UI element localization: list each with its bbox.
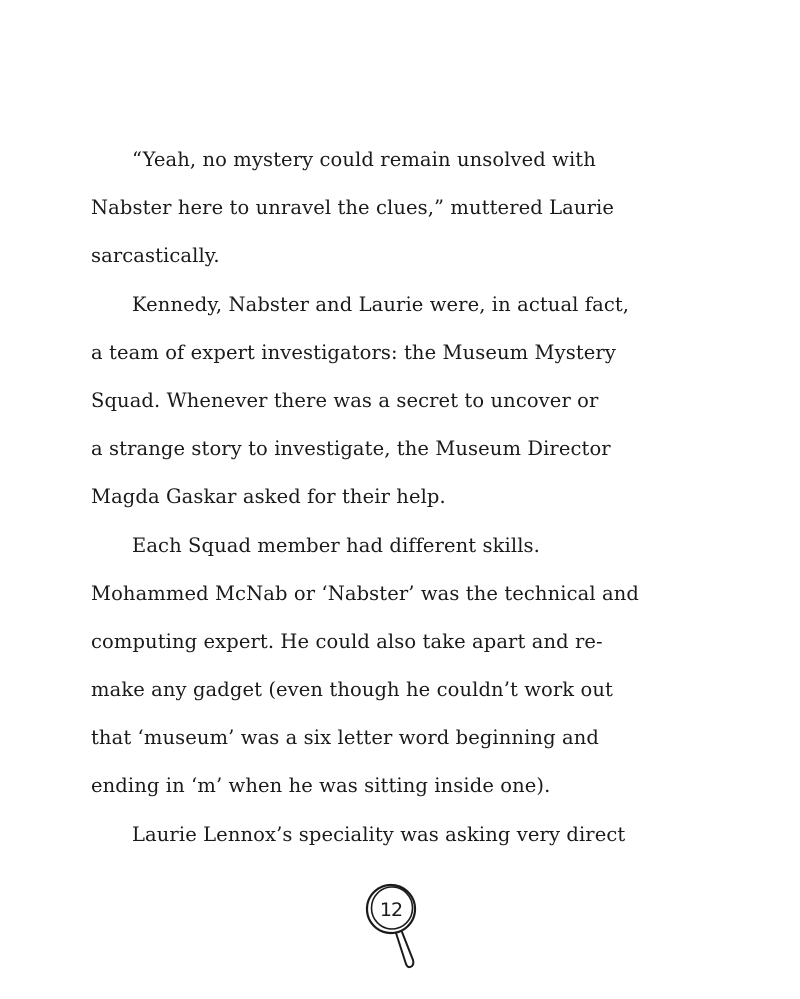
text-line: ending in ‘m’ when he was sitting inside one). xyxy=(91,774,551,798)
text-line: make any gadget (even though he couldn’t work out xyxy=(91,678,613,702)
page-number xyxy=(362,880,426,972)
text-line: computing expert. He could also take apart and re- xyxy=(91,629,603,653)
text-line: that ‘museum’ was a six letter word beginning and xyxy=(91,726,599,750)
text-line: sarcastically. xyxy=(91,244,220,268)
text-line: a strange story to investigate, the Museum Director xyxy=(91,437,611,461)
text-line: Kennedy, Nabster and Laurie were, in actual fact, xyxy=(132,292,630,316)
page-number-text: 12 xyxy=(379,899,403,921)
text-line: “Yeah, no mystery could remain unsolved with xyxy=(132,148,596,171)
text-line: Each Squad member had different skills. xyxy=(132,533,540,557)
text-line: Nabster here to unravel the clues,” muttered Laurie xyxy=(91,196,614,220)
text-line: Squad. Whenever there was a secret to uncover or xyxy=(91,388,599,412)
text-line: Laurie Lennox’s speciality was asking very direct xyxy=(132,822,626,846)
body-text xyxy=(91,136,691,859)
text-line: Magda Gaskar asked for their help. xyxy=(91,485,446,509)
text-line: Mohammed McNab or ‘Nabster’ was the technical and xyxy=(91,581,639,605)
text-line: a team of expert investigators: the Museum Mystery xyxy=(91,340,616,364)
